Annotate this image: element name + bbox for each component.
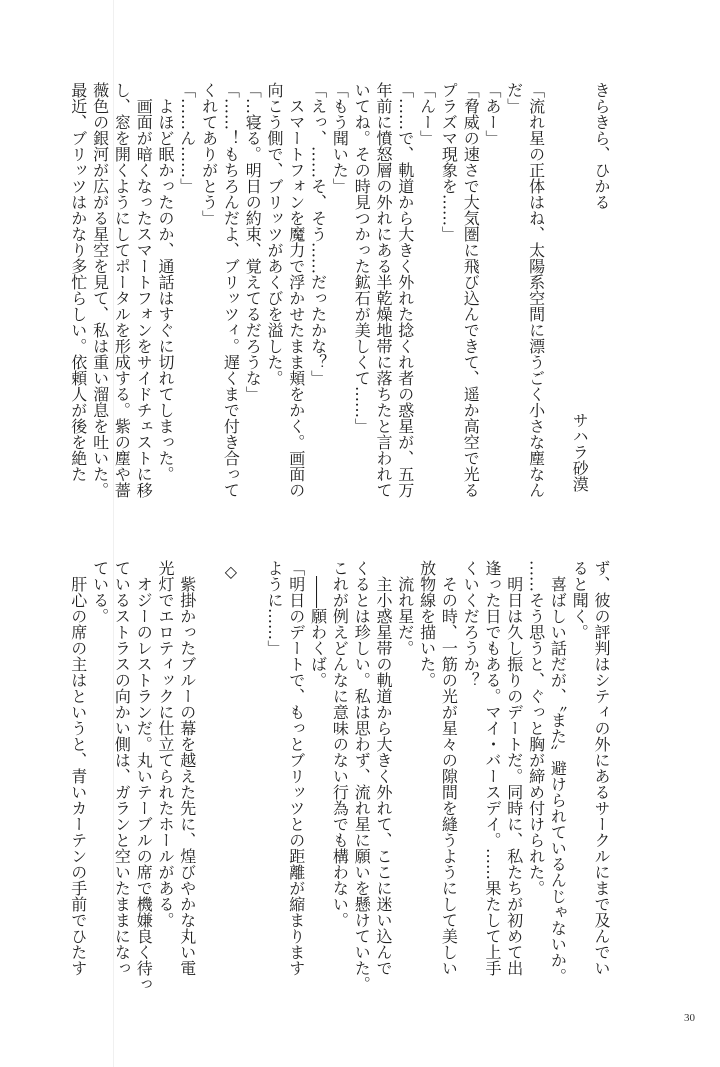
text-column: 「流れ星の正体はね、太陽系空間に漂うごく小さな塵なん	[526, 82, 546, 498]
text-column: 「……！もちろんだよ、ブリッツィ。遅くまで付き合って	[221, 82, 241, 498]
text-column: 最近、ブリッツはかなり多忙らしい。依頼人が後を絶た	[68, 82, 88, 482]
text-column: よほど眠かったのか、通話はすぐに切れてしまった。	[156, 82, 175, 482]
text-column: スマートフォンを魔力で浮かせたまま頬をかく。画面の	[286, 82, 306, 498]
section-break-diamond: ◇	[221, 562, 241, 581]
text-column: し、窓を開くようにしてポータルを形成する。紫の塵や薔	[112, 82, 132, 498]
text-column: ている。	[90, 560, 110, 624]
text-column: 「んー」	[417, 82, 437, 146]
text-column: 「あー」	[483, 82, 502, 146]
text-column: 「えっ、……そ、そう……だったかな？」	[308, 82, 328, 386]
text-column: 「……で、軌道から大きく外れた捻くれ者の惑星が、五万	[395, 82, 415, 498]
story-author: サハラ砂漠	[570, 412, 590, 492]
text-column: ているストラスの向かい側は、ガランと空いたままになっ	[112, 560, 132, 976]
page-number: 30	[684, 1012, 695, 1024]
text-column: これが例えどんなに意味のない行為でも構わない。	[330, 560, 350, 928]
text-column: 光灯でエロティックに仕立てられたホールがある。	[156, 560, 175, 928]
text-column: オジーのレストランだ。丸いテーブルの席で機嫌良く待っ	[134, 560, 154, 992]
text-column: 画面が暗くなったスマートフォンをサイドチェストに移	[134, 82, 154, 498]
text-column: 「脅威の速さで大気圏に飛び込んできて、遥か高空で光る	[461, 82, 481, 498]
text-column: 紫掛かったブルーの幕を越えた先に、煌びやかな丸い電	[177, 560, 197, 976]
text-column: 向こう側で、ブリッツがあくびを溢した。	[265, 82, 284, 386]
text-column: 放物線を描いた。	[417, 560, 437, 688]
text-column: ……そう思うと、ぐっと胸が締め付けられた。	[526, 560, 546, 896]
text-column: だ」	[504, 82, 524, 114]
text-column: 主小惑星帯の軌道から大きく外れて、ここに迷い込んで	[374, 560, 393, 976]
text-column: ――願わくば。	[308, 560, 328, 688]
text-column: プラズマ現象を……」	[439, 82, 459, 242]
text-column: その時、一筋の光が星々の隙間を縫うようにして美しい	[439, 560, 459, 976]
text-column: くるとは珍しい。私は思わず、流れ星に願いを懸けていた。	[352, 560, 372, 992]
text-column: 「明日のデートで、もっとブリッツとの距離が縮まります	[286, 560, 306, 976]
text-column: 逢った日でもある。マイ・バースデイ。……果たして上手	[483, 560, 502, 976]
text-column: 「もう聞いた」	[330, 82, 350, 194]
text-column: ように……」	[265, 560, 284, 656]
text-column: ず、彼の評判はシティの外にあるサークルにまで及んでい	[592, 560, 611, 976]
text-column: 喜ばしい話だが、〝また〟避けられているんじゃないか。	[548, 560, 568, 984]
text-column: 「……ん……」	[177, 82, 197, 194]
text-column: 肝心の席の主はというと、青いカーテンの手前でひたす	[68, 560, 88, 976]
text-column: いてね。その時見つかった鉱石が美しくて……」	[352, 82, 372, 434]
text-column: 年前に憤怒層の外れにある半乾燥地帯に落ちたと言われて	[374, 82, 393, 498]
text-column: 薇色の銀河が広がる星空を見て、私は重い溜息を吐いた。	[90, 82, 110, 498]
text-column: 明日は久し振りのデートだ。同時に、私たちが初めて出	[504, 560, 524, 976]
text-column: ると聞く。	[570, 560, 590, 640]
text-column: くれてありがとう」	[199, 82, 219, 226]
story-title: きらきら、ひかる	[592, 82, 611, 210]
text-column: 流れ星だ。	[395, 560, 415, 656]
text-column: 「…寝る。明日の約束、覚えてるだろうな」	[243, 82, 263, 402]
text-column: くいくだろうか？	[461, 560, 481, 688]
